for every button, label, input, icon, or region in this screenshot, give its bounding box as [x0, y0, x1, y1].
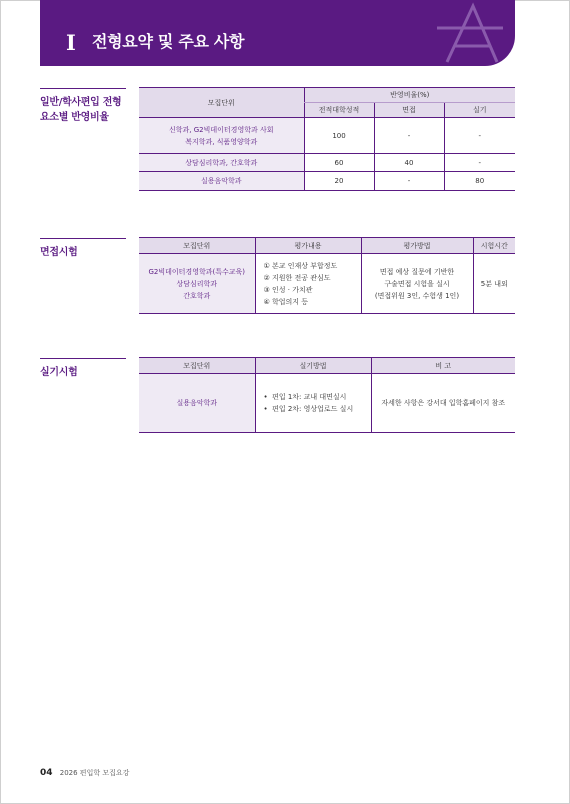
chapter-banner: [40, 0, 515, 66]
criteria-line: ③ 인성 · 가치관: [263, 285, 313, 294]
method-line: • 편입 1차: 교내 대면실시: [263, 393, 347, 401]
footer-text: 2026 편입학 모집요강: [59, 769, 130, 777]
criteria-line: ① 본교 인재상 부합정도: [263, 261, 338, 270]
ratio-table: [139, 87, 515, 191]
header-unit: 모집단위: [139, 88, 304, 118]
method-line: 구술면접 시험을 실시: [384, 279, 450, 288]
section-label-ratio: 일반/학사편입 전형 요소별 반영비율: [40, 88, 126, 125]
header-criteria: 평가내용: [255, 238, 361, 254]
method-line: 면접 예상 질문에 기반한: [379, 267, 455, 276]
row-unit: 실용음악학과: [139, 172, 304, 191]
row-unit: 상담심리학과, 간호학과: [139, 154, 304, 172]
unit-line: G2빅데이터경영학과(특수교육): [148, 267, 245, 276]
row-interview: 40: [374, 154, 444, 172]
interview-time: 5분 내외: [473, 254, 515, 314]
practical-table: [139, 357, 515, 433]
criteria-line: ④ 학업의지 등: [263, 297, 309, 306]
interview-method: [361, 254, 473, 314]
row-practical: -: [444, 154, 515, 172]
star-icon: [435, 2, 505, 64]
header-time: 시험시간: [473, 238, 515, 254]
header-ratio: 반영비율(%): [304, 88, 515, 103]
header-method: 평가방법: [361, 238, 473, 254]
row-interview: -: [374, 118, 444, 154]
method-line: • 편입 2차: 영상업로드 실시: [263, 405, 354, 413]
row-grade: 20: [304, 172, 374, 191]
unit-line: 간호학과: [183, 291, 211, 300]
row-practical: 80: [444, 172, 515, 191]
row-interview: -: [374, 172, 444, 191]
row-grade: 60: [304, 154, 374, 172]
header-unit: 모집단위: [139, 238, 255, 254]
unit-line: 상담심리학과: [176, 279, 218, 288]
header-interview: 면접: [374, 103, 444, 118]
header-practical: 실기: [444, 103, 515, 118]
row-grade: 100: [304, 118, 374, 154]
section-label-practical: 실기시험: [40, 358, 126, 380]
method-line: (면접위원 3인, 수험생 1인): [374, 291, 460, 300]
header-unit: 모집단위: [139, 358, 255, 374]
interview-criteria: [255, 254, 361, 314]
practical-note: 자세한 사항은 강서대 입학홈페이지 참조: [371, 374, 515, 433]
row-unit: 신학과, G2빅데이터경영학과 사회복지학과, 식품영양학과: [139, 118, 304, 154]
practical-unit: 실용음악학과: [139, 374, 255, 433]
row-practical: -: [444, 118, 515, 154]
practical-methods: [255, 374, 371, 433]
chapter-number: I: [66, 30, 76, 55]
criteria-line: ② 지원한 전공 관심도: [263, 273, 331, 282]
page-number: 04: [40, 768, 53, 778]
interview-table: [139, 237, 515, 314]
section-label-interview: 면접시험: [40, 238, 126, 260]
interview-units: [139, 254, 255, 314]
header-note: 비 고: [371, 358, 515, 374]
chapter-title: 전형요약 및 주요 사항: [92, 32, 245, 51]
header-method: 실기방법: [255, 358, 371, 374]
header-grade: 전적대학성적: [304, 103, 374, 118]
page-footer: [40, 768, 129, 778]
